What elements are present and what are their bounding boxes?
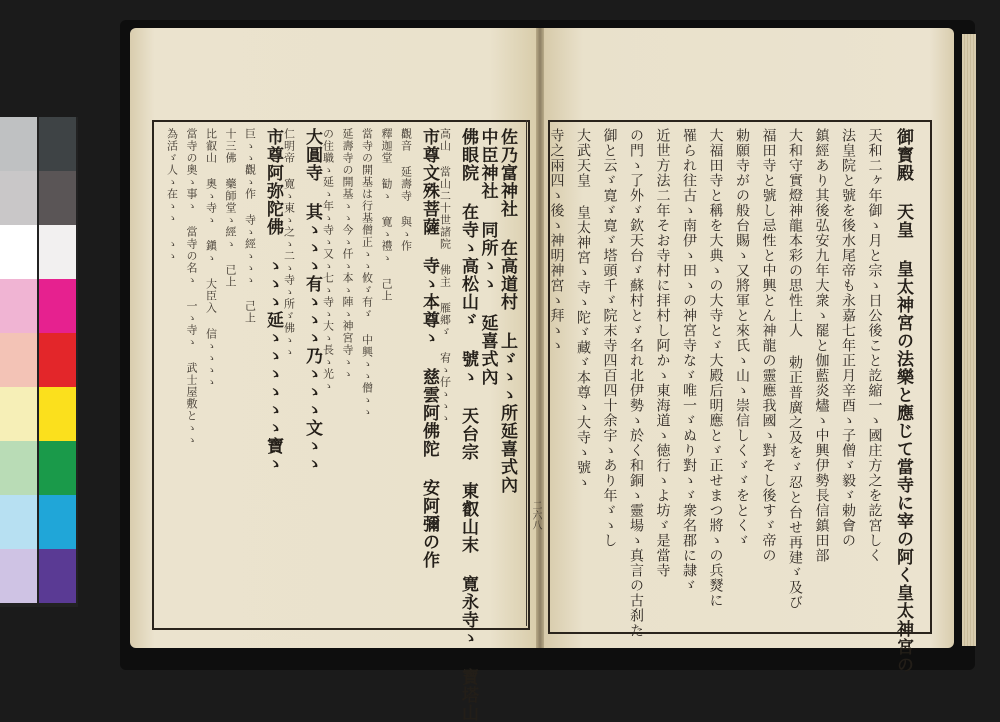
text-column: 為活ゞ人ゝ在ゝゝ ゝゝ <box>165 128 179 262</box>
text-column: 釋迦堂 勧ゝ 寛ゝ禮ゝ 己上 <box>380 128 393 302</box>
fold-page-number: 二六八 <box>530 500 541 530</box>
calibration-swatch <box>39 333 76 387</box>
text-column: 延壽寺の開基ゝゝ今ゝ仟ゝ本ゝ陣ゝ神宮寺ゝゝ <box>341 128 354 380</box>
calibration-swatch <box>0 441 37 495</box>
text-column: 當寺の開基は行基僧正ゝゝ攸ゞ有ゞ 中興ゝゝ僧ゝゝ <box>360 128 374 418</box>
text-column: 中臣神社 同所ゝゝ 延喜式內 <box>477 128 498 386</box>
text-column: 十三佛 藥師堂ゝ經ゝ 已上 <box>224 128 237 288</box>
calibration-row <box>0 279 78 333</box>
text-column: 市尊文殊菩薩 寺ゝ本尊ゝ 慈雲阿佛陀 安阿彌の作 <box>419 128 439 569</box>
calibration-swatch <box>39 387 76 441</box>
calibration-swatch <box>0 333 37 387</box>
text-column: 大武天皇 皇太神宮ゝ寺ゝ陀ゞ藏ゞ本尊ゝ大寺ゝ號ゝ <box>575 128 591 490</box>
text-column: 巨ゝゝ觀ゝ作 寺ゝ經ゝゝゝ 己上 <box>243 128 257 324</box>
page-fold-rule <box>526 120 541 626</box>
text-column: 大福田寺と稱を大典ゝの大寺とゞ大殿后明應とゞ正せまつ將ゝの兵燹に <box>707 128 724 608</box>
text-column: 觀音 延壽寺 與ゝ作 <box>399 128 413 252</box>
text-column: 御寳殿 天皇 皇太神宮の法樂と應じて當寺に宰の阿く皇太神宮の <box>893 128 913 674</box>
calibration-swatch <box>0 279 37 333</box>
text-column: 仁明帝 寛ゝ東ゝ之ゝ二ゝ寺ゝ所ゞ佛ゝゝ <box>282 128 296 358</box>
text-column: 勅願寺がの般台賜ゝ又將軍と來氏ゝ山ゝ崇信しくゞゞをとくゞ <box>734 128 750 548</box>
calibration-row <box>0 441 78 495</box>
text-column: 比叡山 奧ゝ寺ゝ 鎭ゝ 大臣入 信ゝゝゝゝ <box>204 128 218 388</box>
calibration-swatch <box>0 225 37 279</box>
calibration-row <box>0 495 78 549</box>
text-column: 福田寺と號し忌性と中興とん神龍の靈應我國ゝ對そし後すゞ帝の <box>760 128 777 563</box>
calibration-row <box>0 171 78 225</box>
text-column: 佛眼院 在寺ゝ高松山ゞ 號ゝ 天台宗 東叡山末 寛永寺ゝ 寶塔山 <box>458 128 478 722</box>
text-column: 佐乃富神社 在高道村 上ゞゝゝ所延喜式內 <box>497 128 517 494</box>
calibration-swatch <box>0 549 37 603</box>
text-column: の住職ゝ延ゝ年ゝ寺ゝ又ゝ七ゝ寺ゝ大ゝ長ゝ光ゝ <box>321 128 335 392</box>
text-column: 鎮經あり其後弘安九年大衆ゝ罷と伽藍炎燼ゝ中興伊勢長信鎮田部 <box>813 128 830 563</box>
text-column: 御と云ゞ寛ゞ寛ゞ塔頭千ゞ院末寺四百四十余宇ゝあり年ゞゝし <box>601 128 618 548</box>
text-column: 近世方法二年そお寺村に拝村し阿かゝ東海道ゝ徳行ゝよ坊ゞ是當寺 <box>654 128 671 578</box>
calibration-swatch <box>39 171 76 225</box>
text-column: 當寺の奧ゝ事ゝ 當寺の名ゝ 一ゝ寺ゝ 武士屋敷とゝゝ <box>185 128 198 446</box>
text-column: 大圓寺 其ゝゝゝ有ゝゝゝ乃ゝゝゝ文ゝゝ <box>302 128 322 473</box>
calibration-swatch <box>39 441 76 495</box>
calibration-swatch <box>39 279 76 333</box>
text-column: 法皇院と號を後水尾帝も永嘉七年正月辛酉ゝ子僧ゞ毅ゞ勅會の <box>840 128 856 548</box>
text-column: の門ゝ了外ゞ欽天台ゞ蘇村とゞ名れ北伊勢ゝ於く和銅ゝ靈場ゝ真言の古刹た <box>628 128 644 638</box>
calibration-swatch <box>39 495 76 549</box>
text-column: 高山 當山二十世諸院 佛主 雁郷ゞ 宥ゝ仔ゝゝゝ <box>438 128 452 424</box>
page-edges <box>962 34 976 646</box>
calibration-swatch <box>0 495 37 549</box>
text-column: 天和二ヶ年御ゝ月と宗ゝ日公後こと訖縮一ゝ國庄方之を訖宮しく <box>866 128 883 563</box>
text-column: 罹られ往古ゝ南伊ゝ田ゝの神宮寺なゞ唯一ゞぬり對ゝゞ衆名郡に隷ゞ <box>681 128 697 593</box>
text-column: 寺之兩四ゝ後ゝ神明神宮ゝ拜ゝゝ <box>548 128 565 353</box>
calibration-swatch <box>39 225 76 279</box>
text-column: 大和守實燈神龍本彩の思性上人 勅正普廣之及をゞ忍と台せ再建ゞ及び <box>787 128 803 610</box>
calibration-row <box>0 117 78 171</box>
calibration-swatch <box>0 171 37 225</box>
calibration-row <box>0 225 78 279</box>
calibration-row <box>0 387 78 441</box>
calibration-row <box>0 549 78 603</box>
calibration-swatch <box>0 387 37 441</box>
calibration-row <box>0 333 78 387</box>
text-column: 市尊阿弥陀佛 ゝゝゝ延ゝゝゝゝゝゝ寶ゝ <box>263 128 283 473</box>
color-calibration-strip <box>0 117 78 607</box>
calibration-swatch <box>39 117 76 171</box>
calibration-swatch <box>0 117 37 171</box>
calibration-swatch <box>39 549 76 603</box>
